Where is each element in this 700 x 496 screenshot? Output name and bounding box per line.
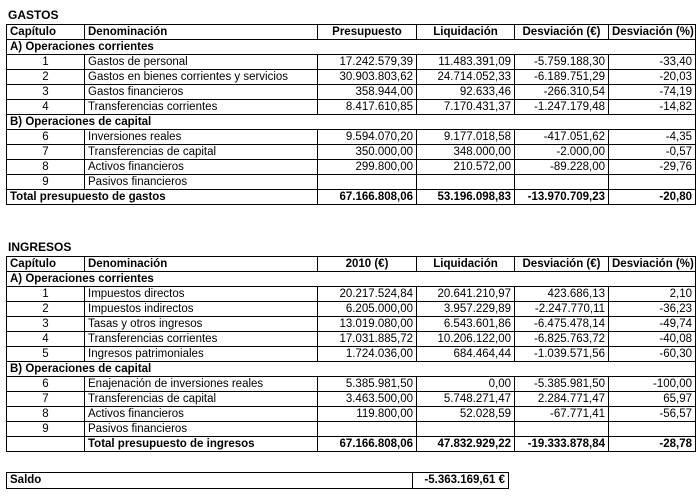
liquidacion-cell: [417, 175, 515, 190]
denominacion-cell: Pasivos financieros: [85, 175, 318, 190]
desviacion-pct-cell: 65,97: [609, 392, 696, 407]
denominacion-cell: Gastos financieros: [85, 85, 318, 100]
gastos-header-row: [7, 25, 696, 40]
desviacion-euros-cell: -6.189.751,29: [515, 70, 609, 85]
presupuesto-cell: 13.019.080,00: [318, 317, 417, 332]
group-label: B) Operaciones de capital: [7, 362, 696, 377]
ingresos-table: [6, 256, 696, 452]
gastos-group-b-row: [7, 115, 696, 130]
desviacion-euros-cell: -266.310,54: [515, 85, 609, 100]
liquidacion-cell: 348.000,00: [417, 145, 515, 160]
header-denominacion: Denominación: [85, 257, 318, 272]
denominacion-cell: Activos financieros: [85, 160, 318, 175]
total-label: Total presupuesto de gastos: [7, 190, 318, 205]
desviacion-pct-cell: -33,40: [609, 55, 696, 70]
capitulo-cell: 6: [7, 377, 85, 392]
header-desviacion-euros: Desviación (€): [515, 257, 609, 272]
desviacion-euros-cell: 2.284.771,47: [515, 392, 609, 407]
table-row: [7, 85, 696, 100]
table-row: [7, 347, 696, 362]
denominacion-cell: Activos financieros: [85, 407, 318, 422]
presupuesto-cell: [318, 175, 417, 190]
gastos-title: GASTOS: [8, 8, 59, 22]
capitulo-cell: 3: [7, 317, 85, 332]
gastos-total-row: [7, 190, 696, 205]
header-presupuesto-2010: 2010 (€): [318, 257, 417, 272]
desviacion-pct-cell: -40,08: [609, 332, 696, 347]
header-presupuesto: Presupuesto: [318, 25, 417, 40]
denominacion-cell: Transferencias corrientes: [85, 332, 318, 347]
capitulo-cell: 1: [7, 55, 85, 70]
header-denominacion: Denominación: [85, 25, 318, 40]
capitulo-cell: 6: [7, 130, 85, 145]
total-liquidacion: 53.196.098,83: [417, 190, 515, 205]
capitulo-cell: 8: [7, 160, 85, 175]
capitulo-cell: 1: [7, 287, 85, 302]
group-label: A) Operaciones corrientes: [7, 40, 696, 55]
liquidacion-cell: 3.957.229,89: [417, 302, 515, 317]
table-row: [7, 377, 696, 392]
table-row: [7, 422, 696, 437]
table-row: [7, 317, 696, 332]
table-row: [7, 392, 696, 407]
presupuesto-cell: 20.217.524,84: [318, 287, 417, 302]
capitulo-cell: 9: [7, 422, 85, 437]
desviacion-euros-cell: -5.385.981,50: [515, 377, 609, 392]
liquidacion-cell: 210.572,00: [417, 160, 515, 175]
presupuesto-cell: 119.800,00: [318, 407, 417, 422]
denominacion-cell: Inversiones reales: [85, 130, 318, 145]
gastos-table: [6, 24, 696, 205]
ingresos-title: INGRESOS: [8, 240, 72, 254]
capitulo-cell: 4: [7, 332, 85, 347]
presupuesto-cell: 1.724.036,00: [318, 347, 417, 362]
liquidacion-cell: [417, 422, 515, 437]
capitulo-cell: 7: [7, 392, 85, 407]
presupuesto-cell: 350.000,00: [318, 145, 417, 160]
liquidacion-cell: 9.177.018,58: [417, 130, 515, 145]
desviacion-euros-cell: -2.247.770,11: [515, 302, 609, 317]
desviacion-euros-cell: -89.228,00: [515, 160, 609, 175]
denominacion-cell: Ingresos patrimoniales: [85, 347, 318, 362]
desviacion-pct-cell: -14,82: [609, 100, 696, 115]
presupuesto-cell: 17.242.579,39: [318, 55, 417, 70]
saldo-row: [7, 473, 509, 489]
desviacion-pct-cell: -36,23: [609, 302, 696, 317]
capitulo-cell: 7: [7, 145, 85, 160]
presupuesto-cell: 3.463.500,00: [318, 392, 417, 407]
capitulo-cell: 2: [7, 302, 85, 317]
header-desviacion-pct: Desviación (%): [609, 25, 696, 40]
desviacion-pct-cell: -20,03: [609, 70, 696, 85]
desviacion-pct-cell: -49,74: [609, 317, 696, 332]
total-desviacion-pct: -20,80: [609, 190, 696, 205]
total-spacer: [7, 437, 85, 452]
presupuesto-cell: 9.594.070,20: [318, 130, 417, 145]
liquidacion-cell: 11.483.391,09: [417, 55, 515, 70]
denominacion-cell: Pasivos financieros: [85, 422, 318, 437]
header-capitulo: Capítulo: [7, 25, 85, 40]
desviacion-pct-cell: -100,00: [609, 377, 696, 392]
presupuesto-cell: 8.417.610,85: [318, 100, 417, 115]
header-desviacion-pct: Desviación (%): [609, 257, 696, 272]
ingresos-header-row: [7, 257, 696, 272]
total-desviacion-pct: -28,78: [609, 437, 696, 452]
presupuesto-cell: 358.944,00: [318, 85, 417, 100]
header-liquidacion: Liquidación: [417, 257, 515, 272]
ingresos-total-row: [7, 437, 696, 452]
liquidacion-cell: 6.543.601,86: [417, 317, 515, 332]
desviacion-euros-cell: [515, 422, 609, 437]
desviacion-pct-cell: -60,30: [609, 347, 696, 362]
presupuesto-cell: 17.031.885,72: [318, 332, 417, 347]
capitulo-cell: 5: [7, 347, 85, 362]
table-row: [7, 287, 696, 302]
desviacion-euros-cell: 423.686,13: [515, 287, 609, 302]
table-row: [7, 100, 696, 115]
group-label: A) Operaciones corrientes: [7, 272, 696, 287]
liquidacion-cell: 0,00: [417, 377, 515, 392]
capitulo-cell: 8: [7, 407, 85, 422]
liquidacion-cell: 7.170.431,37: [417, 100, 515, 115]
denominacion-cell: Impuestos directos: [85, 287, 318, 302]
saldo-value: -5.363.169,61 €: [413, 473, 509, 489]
group-label: B) Operaciones de capital: [7, 115, 696, 130]
desviacion-pct-cell: -74,19: [609, 85, 696, 100]
total-desviacion-euros: -13.970.709,23: [515, 190, 609, 205]
denominacion-cell: Transferencias de capital: [85, 392, 318, 407]
header-liquidacion: Liquidación: [417, 25, 515, 40]
liquidacion-cell: 24.714.052,33: [417, 70, 515, 85]
desviacion-euros-cell: [515, 175, 609, 190]
gastos-group-a-row: [7, 40, 696, 55]
total-desviacion-euros: -19.333.878,84: [515, 437, 609, 452]
ingresos-group-b-row: [7, 362, 696, 377]
denominacion-cell: Transferencias de capital: [85, 145, 318, 160]
liquidacion-cell: 20.641.210,97: [417, 287, 515, 302]
capitulo-cell: 2: [7, 70, 85, 85]
table-row: [7, 175, 696, 190]
total-presupuesto: 67.166.808,06: [318, 190, 417, 205]
denominacion-cell: Gastos de personal: [85, 55, 318, 70]
table-row: [7, 70, 696, 85]
header-desviacion-euros: Desviación (€): [515, 25, 609, 40]
presupuesto-cell: 299.800,00: [318, 160, 417, 175]
denominacion-cell: Enajenación de inversiones reales: [85, 377, 318, 392]
liquidacion-cell: 92.633,46: [417, 85, 515, 100]
presupuesto-cell: 5.385.981,50: [318, 377, 417, 392]
liquidacion-cell: 684.464,44: [417, 347, 515, 362]
desviacion-pct-cell: [609, 422, 696, 437]
denominacion-cell: Gastos en bienes corrientes y servicios: [85, 70, 318, 85]
ingresos-group-a-row: [7, 272, 696, 287]
liquidacion-cell: 5.748.271,47: [417, 392, 515, 407]
denominacion-cell: Impuestos indirectos: [85, 302, 318, 317]
desviacion-euros-cell: -1.247.179,48: [515, 100, 609, 115]
capitulo-cell: 3: [7, 85, 85, 100]
table-row: [7, 130, 696, 145]
desviacion-euros-cell: -1.039.571,56: [515, 347, 609, 362]
header-capitulo: Capítulo: [7, 257, 85, 272]
desviacion-pct-cell: 2,10: [609, 287, 696, 302]
desviacion-euros-cell: -5.759.188,30: [515, 55, 609, 70]
liquidacion-cell: 10.206.122,00: [417, 332, 515, 347]
table-row: [7, 407, 696, 422]
denominacion-cell: Tasas y otros ingresos: [85, 317, 318, 332]
desviacion-pct-cell: -4,35: [609, 130, 696, 145]
desviacion-euros-cell: -2.000,00: [515, 145, 609, 160]
total-presupuesto: 67.166.808,06: [318, 437, 417, 452]
table-row: [7, 332, 696, 347]
liquidacion-cell: 52.028,59: [417, 407, 515, 422]
table-row: [7, 302, 696, 317]
presupuesto-cell: 30.903.803,62: [318, 70, 417, 85]
table-row: [7, 160, 696, 175]
desviacion-euros-cell: -67.771,41: [515, 407, 609, 422]
presupuesto-cell: [318, 422, 417, 437]
desviacion-pct-cell: -29,76: [609, 160, 696, 175]
saldo-table: [6, 472, 509, 489]
capitulo-cell: 9: [7, 175, 85, 190]
denominacion-cell: Transferencias corrientes: [85, 100, 318, 115]
saldo-label: Saldo: [7, 473, 413, 489]
table-row: [7, 145, 696, 160]
desviacion-pct-cell: [609, 175, 696, 190]
desviacion-pct-cell: -56,57: [609, 407, 696, 422]
desviacion-pct-cell: -0,57: [609, 145, 696, 160]
total-label: Total presupuesto de ingresos: [85, 437, 318, 452]
desviacion-euros-cell: -6.475.478,14: [515, 317, 609, 332]
table-row: [7, 55, 696, 70]
total-liquidacion: 47.832.929,22: [417, 437, 515, 452]
desviacion-euros-cell: -6.825.763,72: [515, 332, 609, 347]
presupuesto-cell: 6.205.000,00: [318, 302, 417, 317]
desviacion-euros-cell: -417.051,62: [515, 130, 609, 145]
capitulo-cell: 4: [7, 100, 85, 115]
